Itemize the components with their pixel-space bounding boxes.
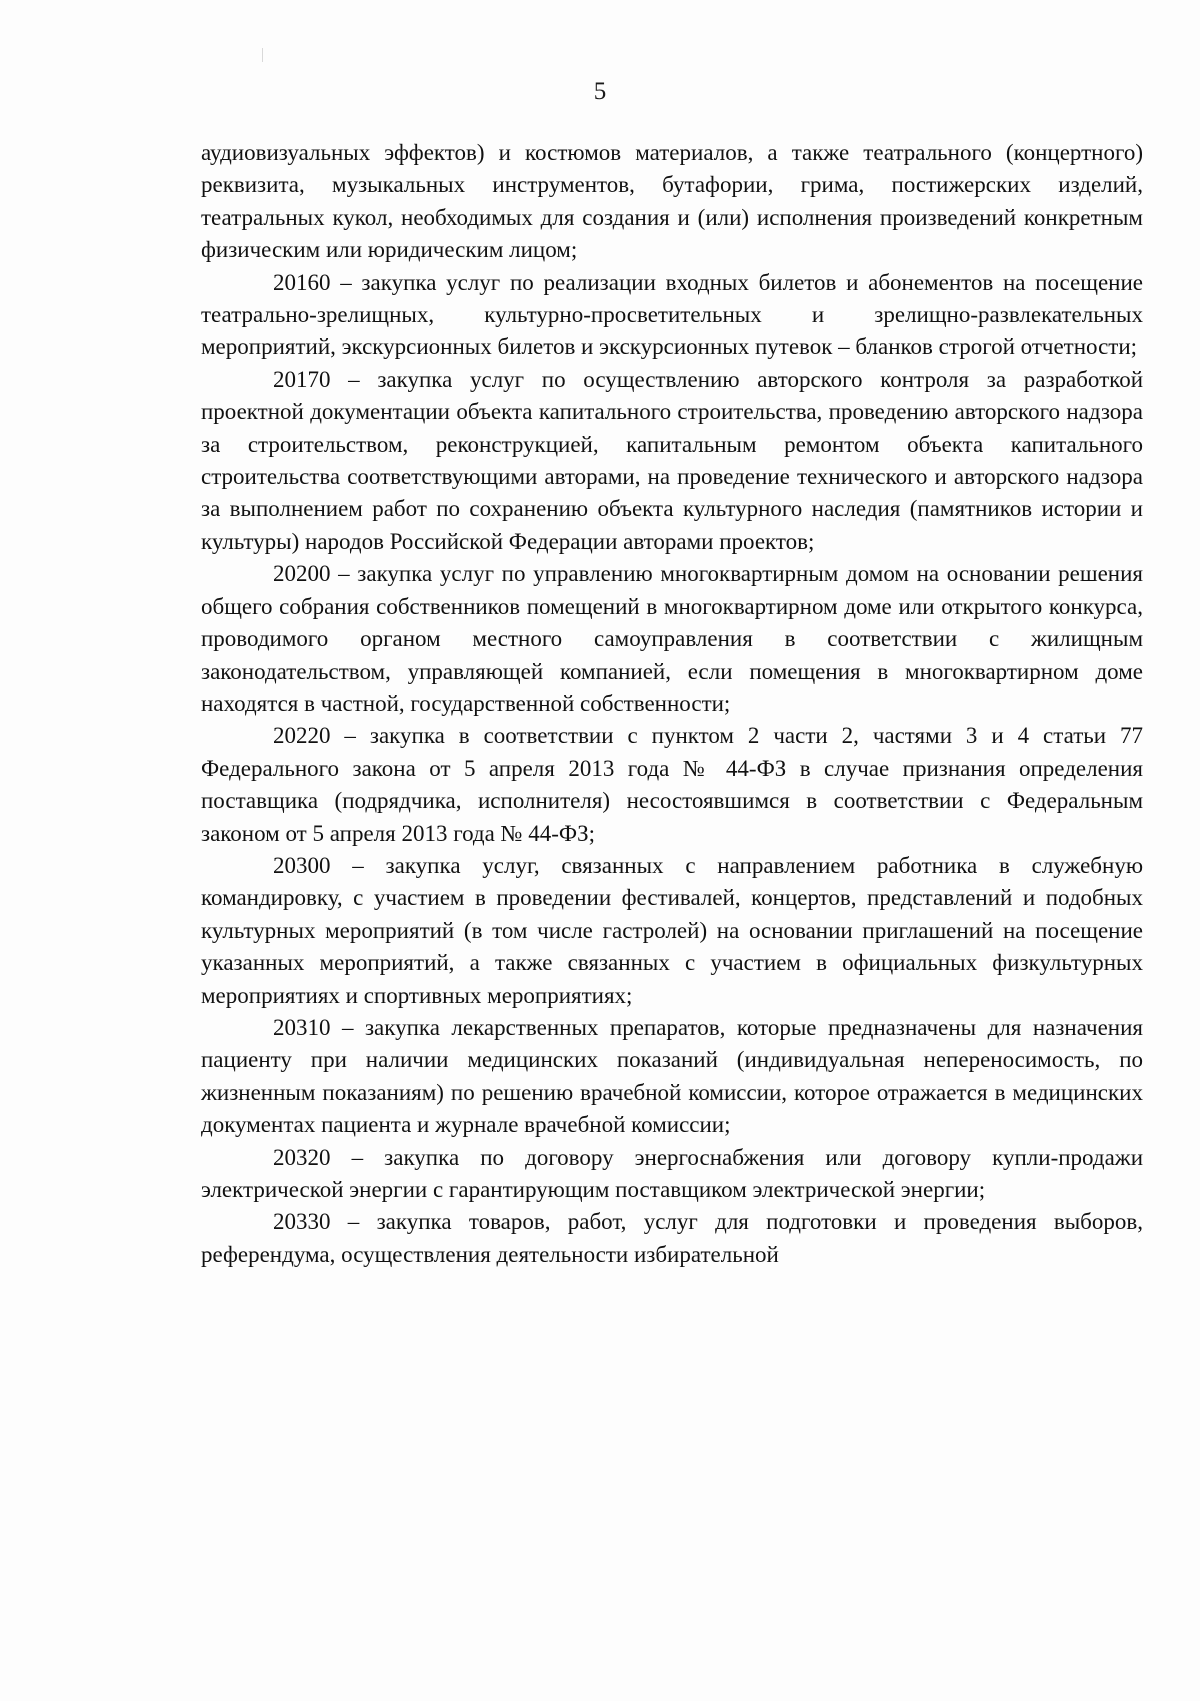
paragraph-20330: 20330 – закупка товаров, работ, услуг для подготовки и проведения выборов, референдума, осуществления деятельности избирательной (201, 1209, 1143, 1267)
paragraph-20310: 20310 – закупка лекарственных препаратов, которые предназначены для назначения пациенту при наличии медицинских показаний (индивидуальная непереносимость, по жизненным показаниям) по решению врачебной комиссии, которое отражается в медицинских документах пациента и журнале врачебной комиссии; (201, 1014, 1143, 1138)
paragraph-20160: 20160 – закупка услуг по реализации входных билетов и абонементов на посещение театрально-зрелищных, культурно-просветительных и зрелищно-развлекательных мероприятий, экскурсионных билетов и экскурсионных путевок – бланков строгой отчетности; (201, 269, 1143, 360)
paragraph-20300: 20300 – закупка услуг, связанных с направлением работника в служебную командировку, с участием в проведении фестивалей, концертов, представлений и подобных культурных мероприятий (в том числе гастролей) на основании приглашений на посещение указанных мероприятий, а также связанных с участием в официальных физкультурных мероприятиях и спортивных мероприятиях; (201, 852, 1143, 1008)
paragraph-20200: 20200 – закупка услуг по управлению многоквартирным домом на основании решения общего собрания собственников помещений в многоквартирном доме или открытого конкурса, проводимого органом местного самоуправления в соответствии с жилищным законодательством, управляющей компанией, если помещения в многоквартирном доме находятся в частной, государственной собственности; (201, 561, 1143, 716)
paragraph-20170: 20170 – закупка услуг по осуществлению авторского контроля за разработкой проектной документации объекта капитального строительства, проведению авторского надзора за строительством, реконструкцией, капитальным ремонтом объекта капитального строительства соответствующими авторами, на проведение технического и авторского надзора за выполнением работ по сохранению объекта культурного наследия (памятников истории и культуры) народов Российской Федерации авторами проектов; (201, 366, 1143, 554)
scan-artifact (262, 48, 263, 62)
paragraph-20220: 20220 – закупка в соответствии с пунктом 2 части 2, частями 3 и 4 статьи 77 Федерального закона от 5 апреля 2013 года № 44-ФЗ в случае признания определения поставщика (подрядчика, исполнителя) несостоявшимся в соответствии с Федеральным законом от 5 апреля 2013 года № 44-ФЗ; (201, 723, 1143, 846)
document-body (201, 137, 1143, 1271)
page-number: 5 (593, 78, 607, 105)
paragraph-20320: 20320 – закупка по договору энергоснабжения или договору купли-продажи электрической энергии с гарантирующим поставщиком электрической энергии; (201, 1144, 1143, 1202)
paragraph-continuation: аудиовизуальных эффектов) и костюмов материалов, а также театрального (концертного) реквизита, музыкальных инструментов, бутафории, грима, постижерских изделий, театральных кукол, необходимых для создания и (или) исполнения произведений конкретным физическим или юридическим лицом; (201, 140, 1143, 263)
